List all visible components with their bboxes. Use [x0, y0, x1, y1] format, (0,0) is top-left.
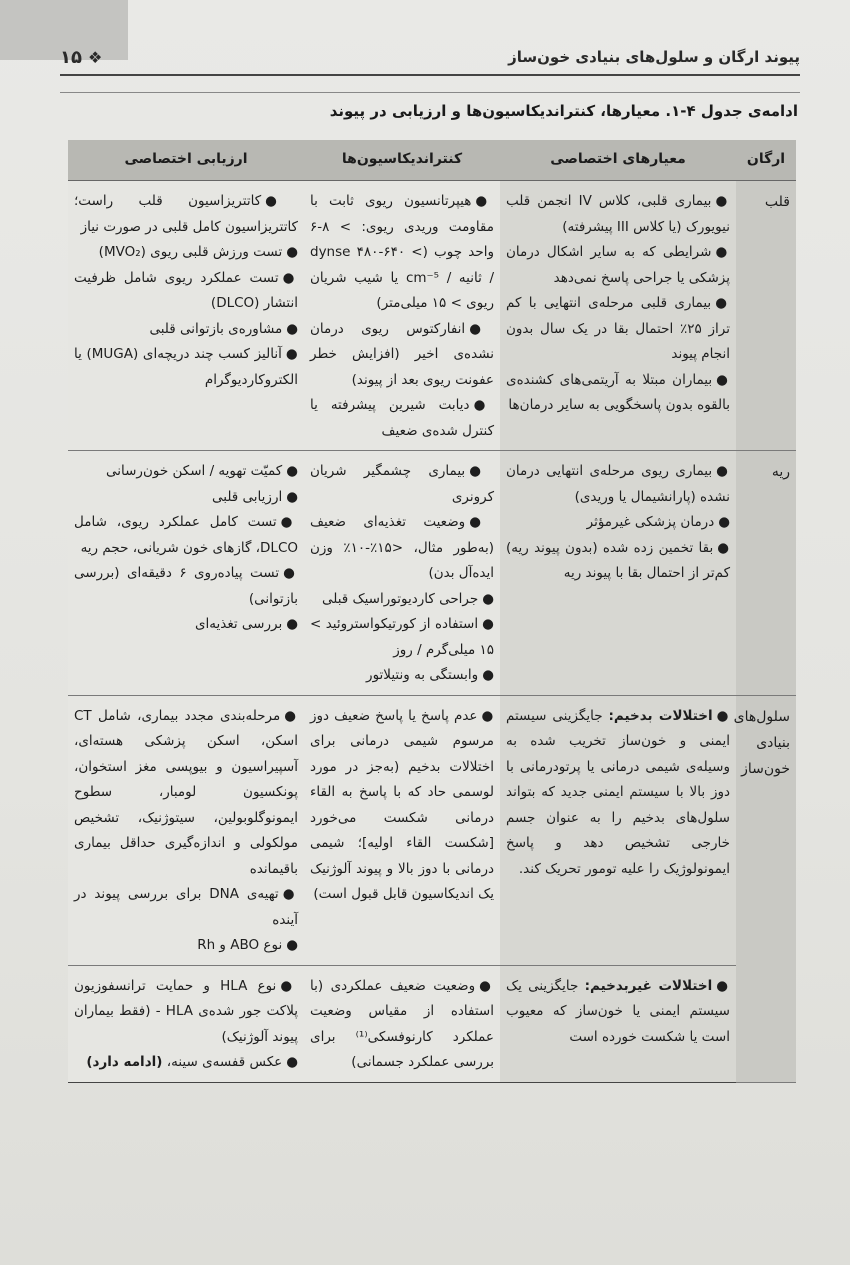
transplant-criteria-table: [68, 140, 796, 1083]
diamond-cluster-icon: ❖: [87, 47, 103, 67]
list-item: ●شرایطی که به سایر اشکال درمان پزشکی یا جراحی پاسخ نمی‌دهد: [506, 244, 731, 286]
list-item: ●استفاده از کورتیکواستروئید > ۱۵ میلی‌گرم / روز: [310, 616, 495, 658]
list-item: ●دیابت شیرین پیشرفته یا کنترل شده‌ی ضعیف: [310, 397, 494, 439]
list-item: ●عدم پاسخ یا پاسخ ضعیف دوز مرسوم شیمی درمانی برای اختلالات بدخیم (به‌جز در مورد لوسمی حاد که با پاسخ به القاء درمانی شکست می‌خورد [شکست القاء اولیه]؛ شیمی درمانی با دوز بالا و پیوند آلوژنیک یک اندیکاسیون قابل قبول است): [310, 707, 495, 902]
list-item: ●تست عملکرد ریوی شامل ظرفیت انتشار (DLCO): [74, 269, 299, 311]
running-title: پیوند ارگان و سلول‌های بنیادی خون‌ساز: [508, 48, 800, 66]
list-item: ●بیماری قلبی، کلاس IV انجمن قلب نیویورک (یا کلاس III پیشرفته): [506, 193, 731, 235]
list-item: ●آنالیز کسب چند دریچه‌ای (MUGA) یا الکتروکاردیوگرام: [74, 346, 298, 388]
table-row-hsc-malignant: [68, 695, 796, 965]
list-item: ●مرحله‌بندی مجدد بیماری، شامل CT اسکن، اسکن پزشکی هسته‌ای، آسپیراسیون و بیوپسی مغز استخوان، پونکسیون لومبار، سطوح ایمونوگلوبولین، سیتوژنیک، تشخیص مولکولی و اندازه‌گیری حداقل بیماری باقیمانده: [74, 707, 299, 877]
list-item: ●درمان پزشکی غیرمؤثر: [586, 514, 730, 530]
header-rule-thin: [60, 92, 800, 93]
assessment-cell: [68, 695, 304, 965]
table-header-row: [68, 140, 796, 181]
list-item: ●بررسی تغذیه‌ای: [194, 616, 298, 632]
list-item: ●بیماری چشمگیر شریان کرونری: [310, 463, 494, 505]
header-rule: [60, 74, 800, 76]
criteria-subheading: اختلالات بدخیم:: [608, 707, 713, 724]
assessment-cell: [68, 451, 304, 696]
list-item: ●انفارکتوس ریوی درمان نشده‌ی اخیر (افزایش خطر عفونت ریوی بعد از پیوند): [310, 320, 494, 388]
list-item: ●اختلالات غیربدخیم: جایگزینی یک سیستم ایمنی یا خون‌ساز که معیوب است یا شکست خورده است: [506, 977, 730, 1045]
list-item: ●وابستگی به ونتیلاتور: [366, 667, 494, 683]
list-item: ●تست پیاده‌روی ۶ دقیقه‌ای (بررسی بازتوانی): [74, 565, 299, 607]
list-item: ●عکس قفسه‌ی سینه، (ادامه دارد): [86, 1054, 298, 1070]
criteria-subheading: اختلالات غیربدخیم:: [584, 977, 713, 994]
table-caption: ادامه‌ی جدول ۴-۱. معیارها، کنتراندیکاسیون‌ها و ارزیابی در پیوند: [329, 102, 798, 120]
list-item: ●کاتتریزاسیون قلب راست؛ کاتتریزاسیون کامل قلبی در صورت نیاز: [74, 193, 298, 235]
list-item: ●جراحی کاردیوتوراسیک قبلی: [321, 590, 494, 607]
list-item: ●بقا تخمین زده شده (بدون پیوند ریه) کم‌تر از احتمال بقا با پیوند ریه: [506, 539, 730, 581]
header-contraindications: کنتراندیکاسیون‌ها: [304, 140, 500, 181]
header-criteria: معیارهای اختصاصی: [500, 140, 736, 181]
contraindications-cell: [304, 695, 500, 965]
organ-cell: ریه: [736, 451, 796, 696]
header-assessment: ارزیابی اختصاصی: [68, 140, 304, 181]
list-item: ●بیماری قلبی مرحله‌ی انتهایی با کم تراز ۲۵٪ احتمال بقا در یک سال بدون انجام پیوند: [506, 295, 730, 362]
list-item: ●مشاوره‌ی بازتوانی قلبی: [149, 320, 298, 337]
list-item: ●وضعیت ضعیف عملکردی (با استفاده از مقیاس وضعیت عملکرد کارنوفسکی⁽¹⁾ برای بررسی عملکرد جسمانی): [310, 977, 495, 1070]
criteria-cell: [500, 451, 736, 696]
list-item: ●هیپرتانسیون ریوی ثابت با مقاومت وریدی ریوی: > ۸-۶ واحد چوب (> ۶۴۰-۴۸۰ dynse / ثانیه / cm⁻⁵ یا شیب شریان ریوی > ۱۵ میلی‌متر): [310, 193, 495, 311]
page-header: [60, 40, 800, 74]
list-item: ●تست کامل عملکرد ریوی، شامل DLCO، گازهای خون شریانی، حجم ریه: [74, 514, 298, 556]
contraindications-cell: [304, 451, 500, 696]
page-number-group: [60, 47, 102, 68]
list-item: ●نوع ABO و Rh: [197, 937, 298, 953]
contraindications-cell: [304, 181, 500, 451]
list-item: ●کمیّت تهویه / اسکن خون‌رسانی: [106, 463, 298, 479]
page-number: ۱۵: [60, 46, 82, 68]
list-item: ●اختلالات بدخیم: جایگزینی سیستم ایمنی و خون‌ساز تخریب شده به وسیله‌ی شیمی درمانی یا پرتودرمانی با دوز بالا با سیستم ایمنی جدید که بتواند سلول‌های بدخیم را به عنوان جسم خارجی تشخیص دهد و پاسخ ایمونولوژیک را علیه تومور تحریک کند.: [506, 707, 731, 877]
list-item: ●تست ورزش قلبی ریوی (MVO₂): [98, 244, 298, 260]
table-row-hsc-nonmalignant: [68, 965, 796, 1082]
list-item: ●ارزیابی قلبی: [212, 488, 298, 505]
list-item: ●وضعیت تغذیه‌ای ضعیف (به‌طور مثال، <۱۵٪-۱۰٪ وزن ایده‌آل بدن): [310, 514, 495, 581]
organ-cell: قلب: [736, 181, 796, 451]
table-row-lung: [68, 451, 796, 696]
assessment-cell: [68, 965, 304, 1082]
criteria-cell: [500, 181, 736, 451]
assessment-cell: [68, 181, 304, 451]
criteria-cell: [500, 695, 736, 965]
list-item: ●بیماری ریوی مرحله‌ی انتهایی درمان نشده (پارانشیمال یا وریدی): [506, 463, 730, 505]
table-row-heart: [68, 181, 796, 451]
criteria-cell: [500, 965, 736, 1082]
organ-cell: سلول‌های بنیادی خون‌ساز: [736, 695, 796, 1082]
contraindications-cell: [304, 965, 500, 1082]
list-item: ●تهیه‌ی DNA برای بررسی پیوند در آینده: [74, 886, 298, 928]
continuation-note: (ادامه دارد): [86, 1054, 163, 1070]
list-item: ●نوع HLA و حمایت ترانسفوزیون پلاکت جور شده‌ی HLA - (فقط بیماران پیوند آلوژنیک): [74, 977, 299, 1045]
list-item: ●بیماران مبتلا به آریتمی‌های کشنده‌ی بالقوه بدون پاسخگویی به سایر درمان‌ها: [506, 371, 730, 413]
header-organ: ارگان: [736, 140, 796, 181]
